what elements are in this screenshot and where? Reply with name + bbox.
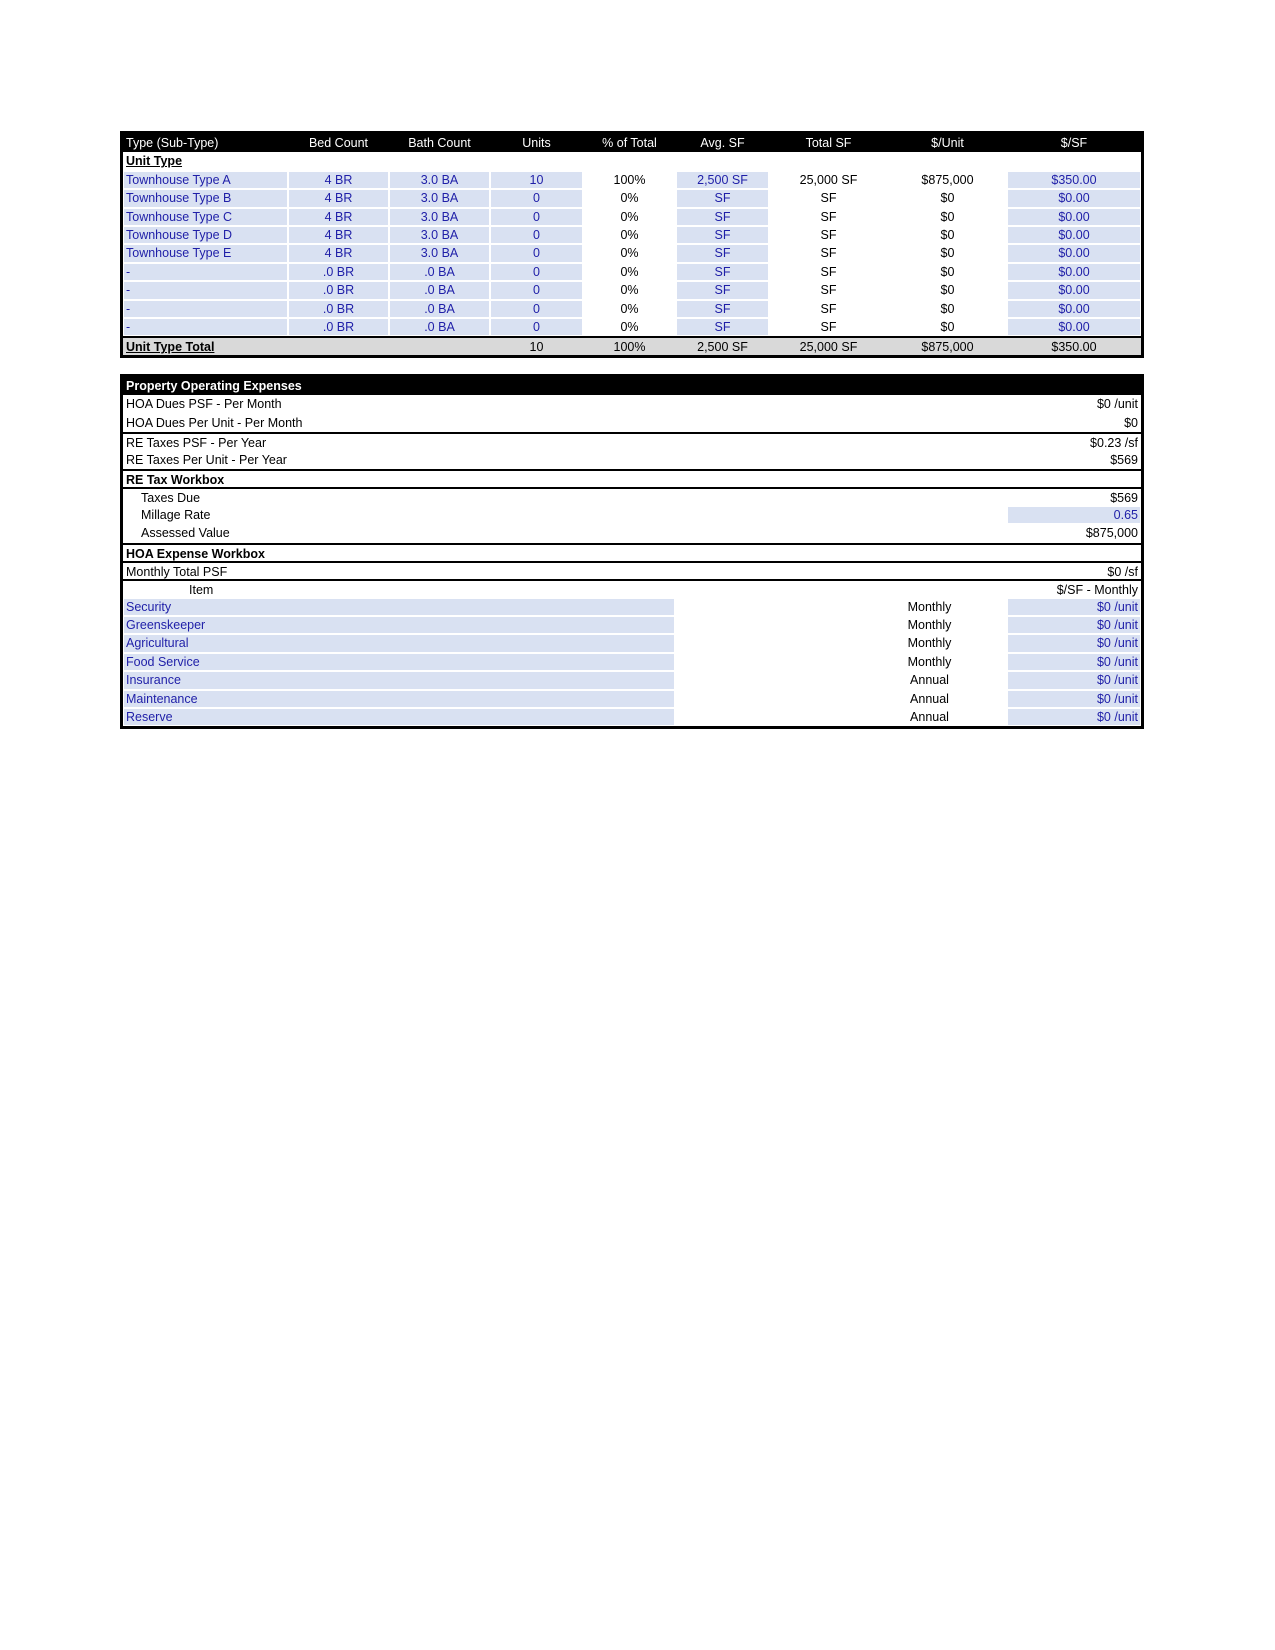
- total-per-unit: $875,000: [921, 340, 974, 355]
- unit-table-header-row: [123, 134, 1141, 152]
- hoa-item-frequency: Monthly: [907, 618, 952, 633]
- pct-total-cell: 0%: [620, 319, 639, 334]
- hoa-workbox-title-row: [123, 543, 1141, 561]
- millage-input[interactable]: 0.65: [1007, 506, 1141, 524]
- units-input[interactable]: 0: [490, 281, 583, 299]
- bed-count-input[interactable]: .0 BR: [288, 318, 389, 336]
- bath-count-input[interactable]: 3.0 BA: [389, 171, 490, 189]
- unit-type-input[interactable]: -: [123, 318, 288, 336]
- avg-sf-input[interactable]: SF: [676, 208, 769, 226]
- header-units: Units: [522, 136, 551, 150]
- total-sf-cell: SF: [820, 227, 837, 242]
- total-bath: [389, 338, 490, 354]
- unit-row: [123, 318, 1141, 336]
- hoa-item-name-input[interactable]: Reserve: [123, 708, 675, 726]
- per-unit-cell: $875,000: [921, 172, 974, 187]
- avg-sf-input[interactable]: SF: [676, 244, 769, 262]
- header-type: Type (Sub-Type): [126, 136, 219, 150]
- units-input[interactable]: 0: [490, 189, 583, 207]
- pct-total-cell: 0%: [620, 209, 639, 224]
- per-unit-cell: $0: [940, 209, 955, 224]
- hoa-item-row: [123, 653, 1141, 671]
- hoa-item-frequency: Annual: [910, 673, 949, 688]
- monthly-total-value: $0 /sf: [1107, 564, 1138, 579]
- per-unit-cell: $0: [940, 227, 955, 242]
- hoa-item-name-input[interactable]: Food Service: [123, 653, 675, 671]
- header-bed-count: Bed Count: [308, 136, 369, 150]
- monthly-total-label: Monthly Total PSF: [126, 564, 228, 579]
- hoa-item-frequency: Annual: [910, 710, 949, 725]
- unit-row: [123, 300, 1141, 318]
- taxes-due-label: Taxes Due: [141, 491, 201, 506]
- hoa-workbox-title: HOA Expense Workbox: [126, 546, 265, 561]
- avg-sf-input[interactable]: SF: [676, 263, 769, 281]
- bath-count-input[interactable]: 3.0 BA: [389, 208, 490, 226]
- unit-type-section-row: [123, 152, 1141, 170]
- hoa-item-frequency: Monthly: [907, 654, 952, 669]
- hoa-item-value-input[interactable]: $0 /unit: [1007, 616, 1141, 634]
- bed-count-input[interactable]: 4 BR: [288, 171, 389, 189]
- per-sf-input[interactable]: $0.00: [1007, 244, 1141, 262]
- total-units: 10: [529, 340, 544, 355]
- bath-count-input[interactable]: .0 BA: [389, 300, 490, 318]
- avg-sf-input[interactable]: SF: [676, 281, 769, 299]
- millage-row: [123, 506, 1141, 524]
- bath-count-input[interactable]: 3.0 BA: [389, 244, 490, 262]
- total-avg-sf: 2,500 SF: [697, 340, 748, 355]
- assessed-label: Assessed Value: [141, 526, 230, 541]
- total-sf-cell: SF: [820, 264, 837, 279]
- hoa-item-name-input[interactable]: Agricultural: [123, 634, 675, 652]
- bed-count-input[interactable]: .0 BR: [288, 300, 389, 318]
- re-unit-value: $569: [1110, 452, 1138, 467]
- taxes-due-value: $569: [1110, 491, 1138, 506]
- per-unit-cell: $0: [940, 264, 955, 279]
- hoa-item-value-input[interactable]: $0 /unit: [1007, 690, 1141, 708]
- unit-type-input[interactable]: Townhouse Type E: [123, 244, 288, 262]
- hoa-psf-row: [123, 395, 1141, 413]
- total-sf-cell: SF: [820, 283, 837, 298]
- re-unit-label: RE Taxes Per Unit - Per Year: [126, 452, 287, 467]
- taxes-due-row: [123, 487, 1141, 505]
- value-header: $/SF - Monthly: [1056, 583, 1138, 598]
- total-bed: [288, 338, 389, 354]
- unit-rows: [123, 171, 1141, 337]
- opex-title: Property Operating Expenses: [126, 379, 302, 393]
- per-sf-input[interactable]: $0.00: [1007, 263, 1141, 281]
- per-unit-cell: $0: [940, 319, 955, 334]
- re-psf-label: RE Taxes PSF - Per Year: [126, 436, 267, 451]
- bath-count-input[interactable]: 3.0 BA: [389, 189, 490, 207]
- per-sf-input[interactable]: $0.00: [1007, 226, 1141, 244]
- unit-type-input[interactable]: Townhouse Type B: [123, 189, 288, 207]
- unit-row: [123, 226, 1141, 244]
- unit-type-section-label: Unit Type: [126, 154, 183, 169]
- hoa-item-value-input[interactable]: $0 /unit: [1007, 634, 1141, 652]
- operating-expenses-table: [120, 374, 1144, 729]
- per-sf-input[interactable]: $0.00: [1007, 318, 1141, 336]
- total-sf-cell: 25,000 SF: [799, 172, 858, 187]
- unit-type-input[interactable]: Townhouse Type D: [123, 226, 288, 244]
- item-header: Item: [189, 583, 214, 598]
- header-per-unit: $/Unit: [931, 136, 964, 150]
- per-unit-cell: $0: [940, 191, 955, 206]
- header-bath-count: Bath Count: [408, 136, 471, 150]
- assessed-value: $875,000: [1085, 526, 1138, 541]
- total-sf-cell: SF: [820, 246, 837, 261]
- hoa-psf-value: $0 /unit: [1096, 397, 1138, 412]
- units-input[interactable]: 0: [490, 208, 583, 226]
- re-workbox-title-row: [123, 469, 1141, 487]
- units-input[interactable]: 0: [490, 318, 583, 336]
- pct-total-cell: 0%: [620, 283, 639, 298]
- total-sf-cell: SF: [820, 209, 837, 224]
- hoa-item-frequency: Monthly: [907, 599, 952, 614]
- bed-count-input[interactable]: .0 BR: [288, 263, 389, 281]
- per-sf-input[interactable]: $0.00: [1007, 300, 1141, 318]
- header-pct-total: % of Total: [602, 136, 657, 150]
- pct-total-cell: 0%: [620, 301, 639, 316]
- hoa-item-value-input[interactable]: $0 /unit: [1007, 598, 1141, 616]
- unit-type-table: [120, 131, 1144, 358]
- pct-total-cell: 0%: [620, 191, 639, 206]
- header-avg-sf: Avg. SF: [700, 136, 745, 150]
- hoa-item-value-input[interactable]: $0 /unit: [1007, 653, 1141, 671]
- bath-count-input[interactable]: .0 BA: [389, 263, 490, 281]
- bed-count-input[interactable]: 4 BR: [288, 244, 389, 262]
- unit-row: [123, 208, 1141, 226]
- pct-total-cell: 100%: [613, 172, 646, 187]
- hoa-item-frequency: Monthly: [907, 636, 952, 651]
- hoa-item-frequency: Annual: [910, 691, 949, 706]
- per-unit-cell: $0: [940, 301, 955, 316]
- bath-count-input[interactable]: .0 BA: [389, 318, 490, 336]
- per-sf-input[interactable]: $0.00: [1007, 189, 1141, 207]
- hoa-item-value-input[interactable]: $0 /unit: [1007, 708, 1141, 726]
- per-unit-cell: $0: [940, 246, 955, 261]
- unit-type-input[interactable]: -: [123, 300, 288, 318]
- hoa-item-header-row: [123, 579, 1141, 597]
- re-psf-value: $0.23 /sf: [1090, 436, 1138, 451]
- hoa-unit-value: $0: [1124, 415, 1138, 430]
- total-sf-cell: SF: [820, 301, 837, 316]
- pct-total-cell: 0%: [620, 264, 639, 279]
- unit-type-input[interactable]: Townhouse Type C: [123, 208, 288, 226]
- hoa-item-row: [123, 708, 1141, 726]
- pct-total-cell: 0%: [620, 246, 639, 261]
- total-total-sf: 25,000 SF: [799, 340, 858, 355]
- per-sf-input[interactable]: $350.00: [1007, 171, 1141, 189]
- hoa-item-name-input[interactable]: Maintenance: [123, 690, 675, 708]
- per-sf-input[interactable]: $0.00: [1007, 281, 1141, 299]
- hoa-item-row: [123, 690, 1141, 708]
- units-input[interactable]: 0: [490, 263, 583, 281]
- re-psf-row: [123, 432, 1141, 450]
- hoa-psf-label: HOA Dues PSF - Per Month: [126, 397, 282, 412]
- per-unit-cell: $0: [940, 283, 955, 298]
- hoa-items: [123, 598, 1141, 727]
- per-sf-input[interactable]: $0.00: [1007, 208, 1141, 226]
- hoa-unit-row: [123, 414, 1141, 432]
- hoa-item-name-input[interactable]: Insurance: [123, 671, 675, 689]
- assessed-row: [123, 524, 1141, 542]
- hoa-item-row: [123, 616, 1141, 634]
- header-total-sf: Total SF: [805, 136, 852, 150]
- bed-count-input[interactable]: 4 BR: [288, 189, 389, 207]
- total-per-sf: $350.00: [1051, 340, 1097, 355]
- header-per-sf: $/SF: [1060, 136, 1088, 150]
- unit-type-total-row: [123, 336, 1141, 354]
- hoa-item-name-input[interactable]: Security: [123, 598, 675, 616]
- millage-label: Millage Rate: [141, 507, 211, 522]
- unit-row: [123, 171, 1141, 189]
- units-input[interactable]: 0: [490, 300, 583, 318]
- hoa-item-row: [123, 598, 1141, 616]
- bed-count-input[interactable]: 4 BR: [288, 226, 389, 244]
- unit-row: [123, 263, 1141, 281]
- hoa-item-row: [123, 634, 1141, 652]
- units-input[interactable]: 10: [490, 171, 583, 189]
- total-sf-cell: SF: [820, 191, 837, 206]
- bath-count-input[interactable]: 3.0 BA: [389, 226, 490, 244]
- unit-row: [123, 281, 1141, 299]
- bed-count-input[interactable]: 4 BR: [288, 208, 389, 226]
- avg-sf-input[interactable]: SF: [676, 300, 769, 318]
- avg-sf-input[interactable]: 2,500 SF: [676, 171, 769, 189]
- bath-count-input[interactable]: .0 BA: [389, 281, 490, 299]
- total-pct: 100%: [613, 340, 646, 355]
- opex-title-row: [123, 377, 1141, 395]
- monthly-total-row: [123, 561, 1141, 579]
- unit-row: [123, 189, 1141, 207]
- avg-sf-input[interactable]: SF: [676, 318, 769, 336]
- units-input[interactable]: 0: [490, 244, 583, 262]
- total-sf-cell: SF: [820, 319, 837, 334]
- unit-type-input[interactable]: -: [123, 281, 288, 299]
- hoa-item-name-input[interactable]: Greenskeeper: [123, 616, 675, 634]
- pct-total-cell: 0%: [620, 227, 639, 242]
- avg-sf-input[interactable]: SF: [676, 189, 769, 207]
- hoa-item-value-input[interactable]: $0 /unit: [1007, 671, 1141, 689]
- total-label: Unit Type Total: [126, 340, 215, 355]
- unit-type-input[interactable]: Townhouse Type A: [123, 171, 288, 189]
- bed-count-input[interactable]: .0 BR: [288, 281, 389, 299]
- hoa-unit-label: HOA Dues Per Unit - Per Month: [126, 415, 303, 430]
- unit-type-input[interactable]: -: [123, 263, 288, 281]
- hoa-item-row: [123, 671, 1141, 689]
- re-unit-row: [123, 451, 1141, 469]
- avg-sf-input[interactable]: SF: [676, 226, 769, 244]
- re-workbox-title: RE Tax Workbox: [126, 472, 225, 487]
- units-input[interactable]: 0: [490, 226, 583, 244]
- unit-row: [123, 244, 1141, 262]
